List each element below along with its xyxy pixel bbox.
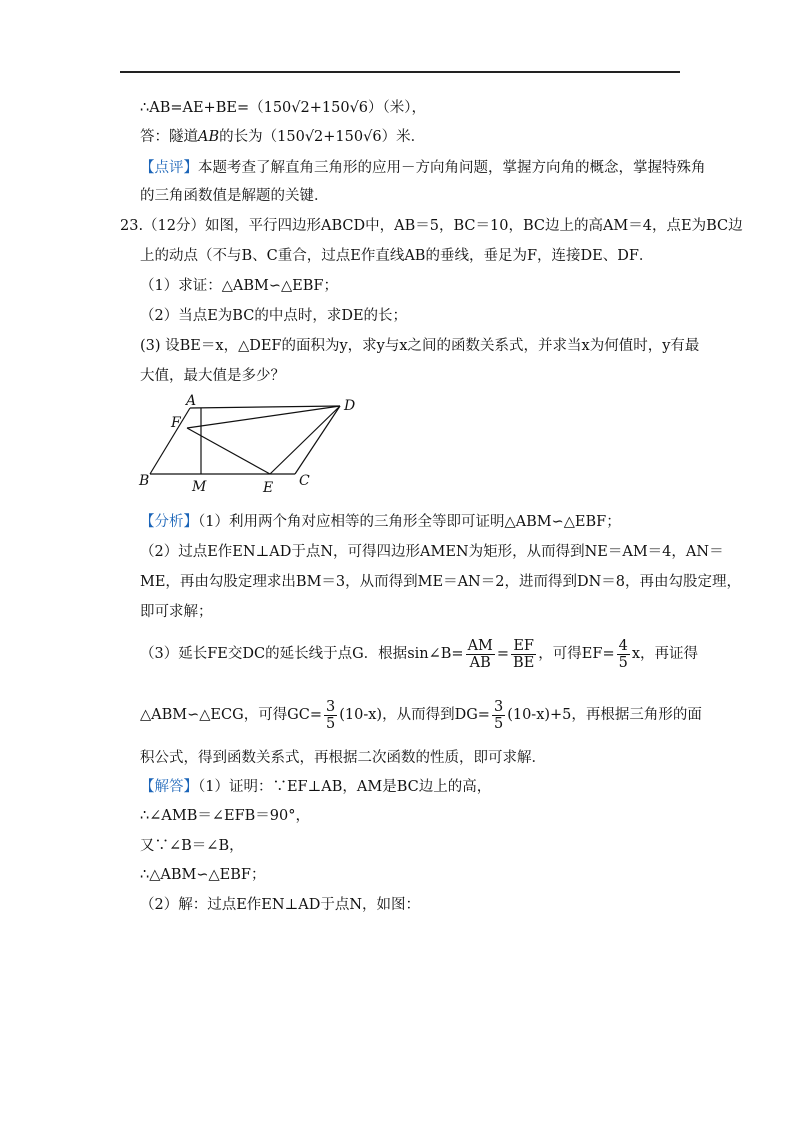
jieda-text-2: ∴∠AMB＝∠EFB＝90°， <box>140 808 310 824</box>
dianping-line-2 <box>140 186 329 206</box>
answer-suffix: 的长为（150√2+150√6）米． <box>219 129 426 145</box>
line-ab-result <box>140 98 426 118</box>
fenxi-text-5a: （3）延长FE交DC的延长线于点G．根据 <box>140 646 408 662</box>
label-b: B <box>139 473 150 489</box>
fenxi-line-5 <box>140 637 698 671</box>
fraction-4-5 <box>617 638 630 671</box>
dianping-line-1 <box>140 158 706 178</box>
segment-ed <box>270 406 340 474</box>
equals-sign: = <box>496 646 510 662</box>
segment-fe <box>187 428 270 474</box>
side-cd <box>295 406 340 474</box>
question-23-part-3-cont <box>140 366 285 386</box>
fenxi-line-4 <box>140 602 213 622</box>
fraction-3-5-b <box>492 699 505 732</box>
frac-num-ef: EF <box>511 638 536 655</box>
q23-text-1: 23.（12分）如图，平行四边形ABCD中，AB＝5，BC＝10，BC边上的高AM＝4，点E为BC边 <box>120 218 743 234</box>
segment-fd <box>187 406 340 428</box>
q23-text-5: (3) 设BE＝x，△DEF的面积为y，求y与x之间的函数关系式，并求当x为何值时，y有最 <box>140 338 700 354</box>
q23-text-4: （2）当点E为BC的中点时，求DE的长； <box>140 308 408 324</box>
frac-num-3a: 3 <box>326 698 336 715</box>
frac-den-5: 5 <box>618 654 628 671</box>
dianping-text-1: 本题考查了解直角三角形的应用－方向角问题，掌握方向角的概念，掌握特殊角 <box>198 160 706 176</box>
frac-num-am: AM <box>467 637 493 654</box>
side-ad <box>190 406 340 408</box>
frac-den-5a: 5 <box>326 715 336 732</box>
q23-text-2: 上的动点（不与B、C重合，过点E作直线AB的垂线，垂足为F，连接DE、DF． <box>140 248 654 264</box>
fenxi-tag: 【分析】 <box>140 514 198 530</box>
jieda-line-2 <box>140 806 310 826</box>
label-e: E <box>263 480 274 494</box>
fenxi-text-4: 即可求解； <box>140 604 213 620</box>
parallelogram-figure <box>130 392 370 494</box>
fenxi-text-3: ME，再由勾股定理求出BM＝3，从而得到ME＝AN＝2，进而得到DN＝8，再由勾股定理， <box>140 574 742 590</box>
question-23-line-2 <box>140 246 653 266</box>
fenxi-line-3 <box>140 572 741 592</box>
question-23-part-2 <box>140 306 407 326</box>
fraction-ef-be <box>511 638 536 671</box>
fenxi-text-6c: (10-x)+5，再根据三角形的面 <box>507 707 702 723</box>
question-23-line-1 <box>120 216 743 236</box>
fenxi-text-5c: x，再证得 <box>631 646 699 662</box>
jieda-tag: 【解答】 <box>140 779 198 795</box>
fenxi-text-7: 积公式，得到函数关系式，再根据二次函数的性质，即可求解． <box>140 750 546 766</box>
dianping-text-2: 的三角函数值是解题的关键． <box>140 188 329 204</box>
jieda-line-4 <box>140 865 265 885</box>
label-a: A <box>186 393 197 409</box>
side-ab <box>150 408 190 474</box>
question-23-part-1 <box>140 276 338 296</box>
jieda-line-3 <box>140 836 244 856</box>
fenxi-text-6b: (10-x)，从而得到DG= <box>339 707 490 723</box>
fraction-am-ab <box>466 638 495 671</box>
fenxi-text-2: （2）过点E作EN⊥AD于点N，可得四边形AMEN为矩形，从而得到NE＝AM＝4，AN＝ <box>140 544 724 560</box>
fraction-3-5-a <box>324 699 337 732</box>
frac-den-ab: AB <box>469 654 491 671</box>
line-answer <box>140 127 425 147</box>
label-c: C <box>299 473 310 489</box>
fenxi-line-6 <box>140 698 702 732</box>
fenxi-text-5b: ，可得EF= <box>538 646 615 662</box>
jieda-text-4: ∴△ABM∽△EBF； <box>140 867 266 883</box>
jieda-text-1: （1）证明：∵EF⊥AB，AM是BC边上的高， <box>198 779 492 795</box>
jieda-line-5 <box>140 895 420 915</box>
question-23-part-3 <box>140 336 699 356</box>
fenxi-line-7 <box>140 748 546 768</box>
label-f: F <box>171 415 181 431</box>
frac-den-be: BE <box>513 654 535 671</box>
frac-num-3b: 3 <box>493 698 504 715</box>
q23-text-3: （1）求证：△ABM∽△EBF； <box>140 278 338 294</box>
header-rule <box>120 71 680 73</box>
fenxi-text-1: （1）利用两个角对应相等的三角形全等即可证明△ABM∽△EBF； <box>198 514 621 530</box>
q23-text-6: 大值，最大值是多少？ <box>140 368 285 384</box>
jieda-text-3: 又∵∠B＝∠B， <box>140 838 244 854</box>
ab-result-text: ∴AB=AE+BE=（150√2+150√6）（米）， <box>140 100 427 116</box>
label-d: D <box>344 398 356 414</box>
fenxi-text-6a: △ABM∽△ECG，可得GC= <box>140 707 323 723</box>
label-m: M <box>192 479 207 494</box>
jieda-line-1 <box>140 777 491 797</box>
answer-ab: AB <box>198 129 220 145</box>
frac-num-4: 4 <box>618 637 628 654</box>
fenxi-line-1 <box>140 512 621 532</box>
dianping-tag: 【点评】 <box>140 160 198 176</box>
sin-b: sin∠B= <box>407 646 464 662</box>
jieda-text-5: （2）解：过点E作EN⊥AD于点N，如图： <box>140 897 421 913</box>
answer-prefix: 答：隧道 <box>140 129 198 145</box>
frac-den-5b: 5 <box>493 715 504 732</box>
fenxi-line-2 <box>140 542 724 562</box>
